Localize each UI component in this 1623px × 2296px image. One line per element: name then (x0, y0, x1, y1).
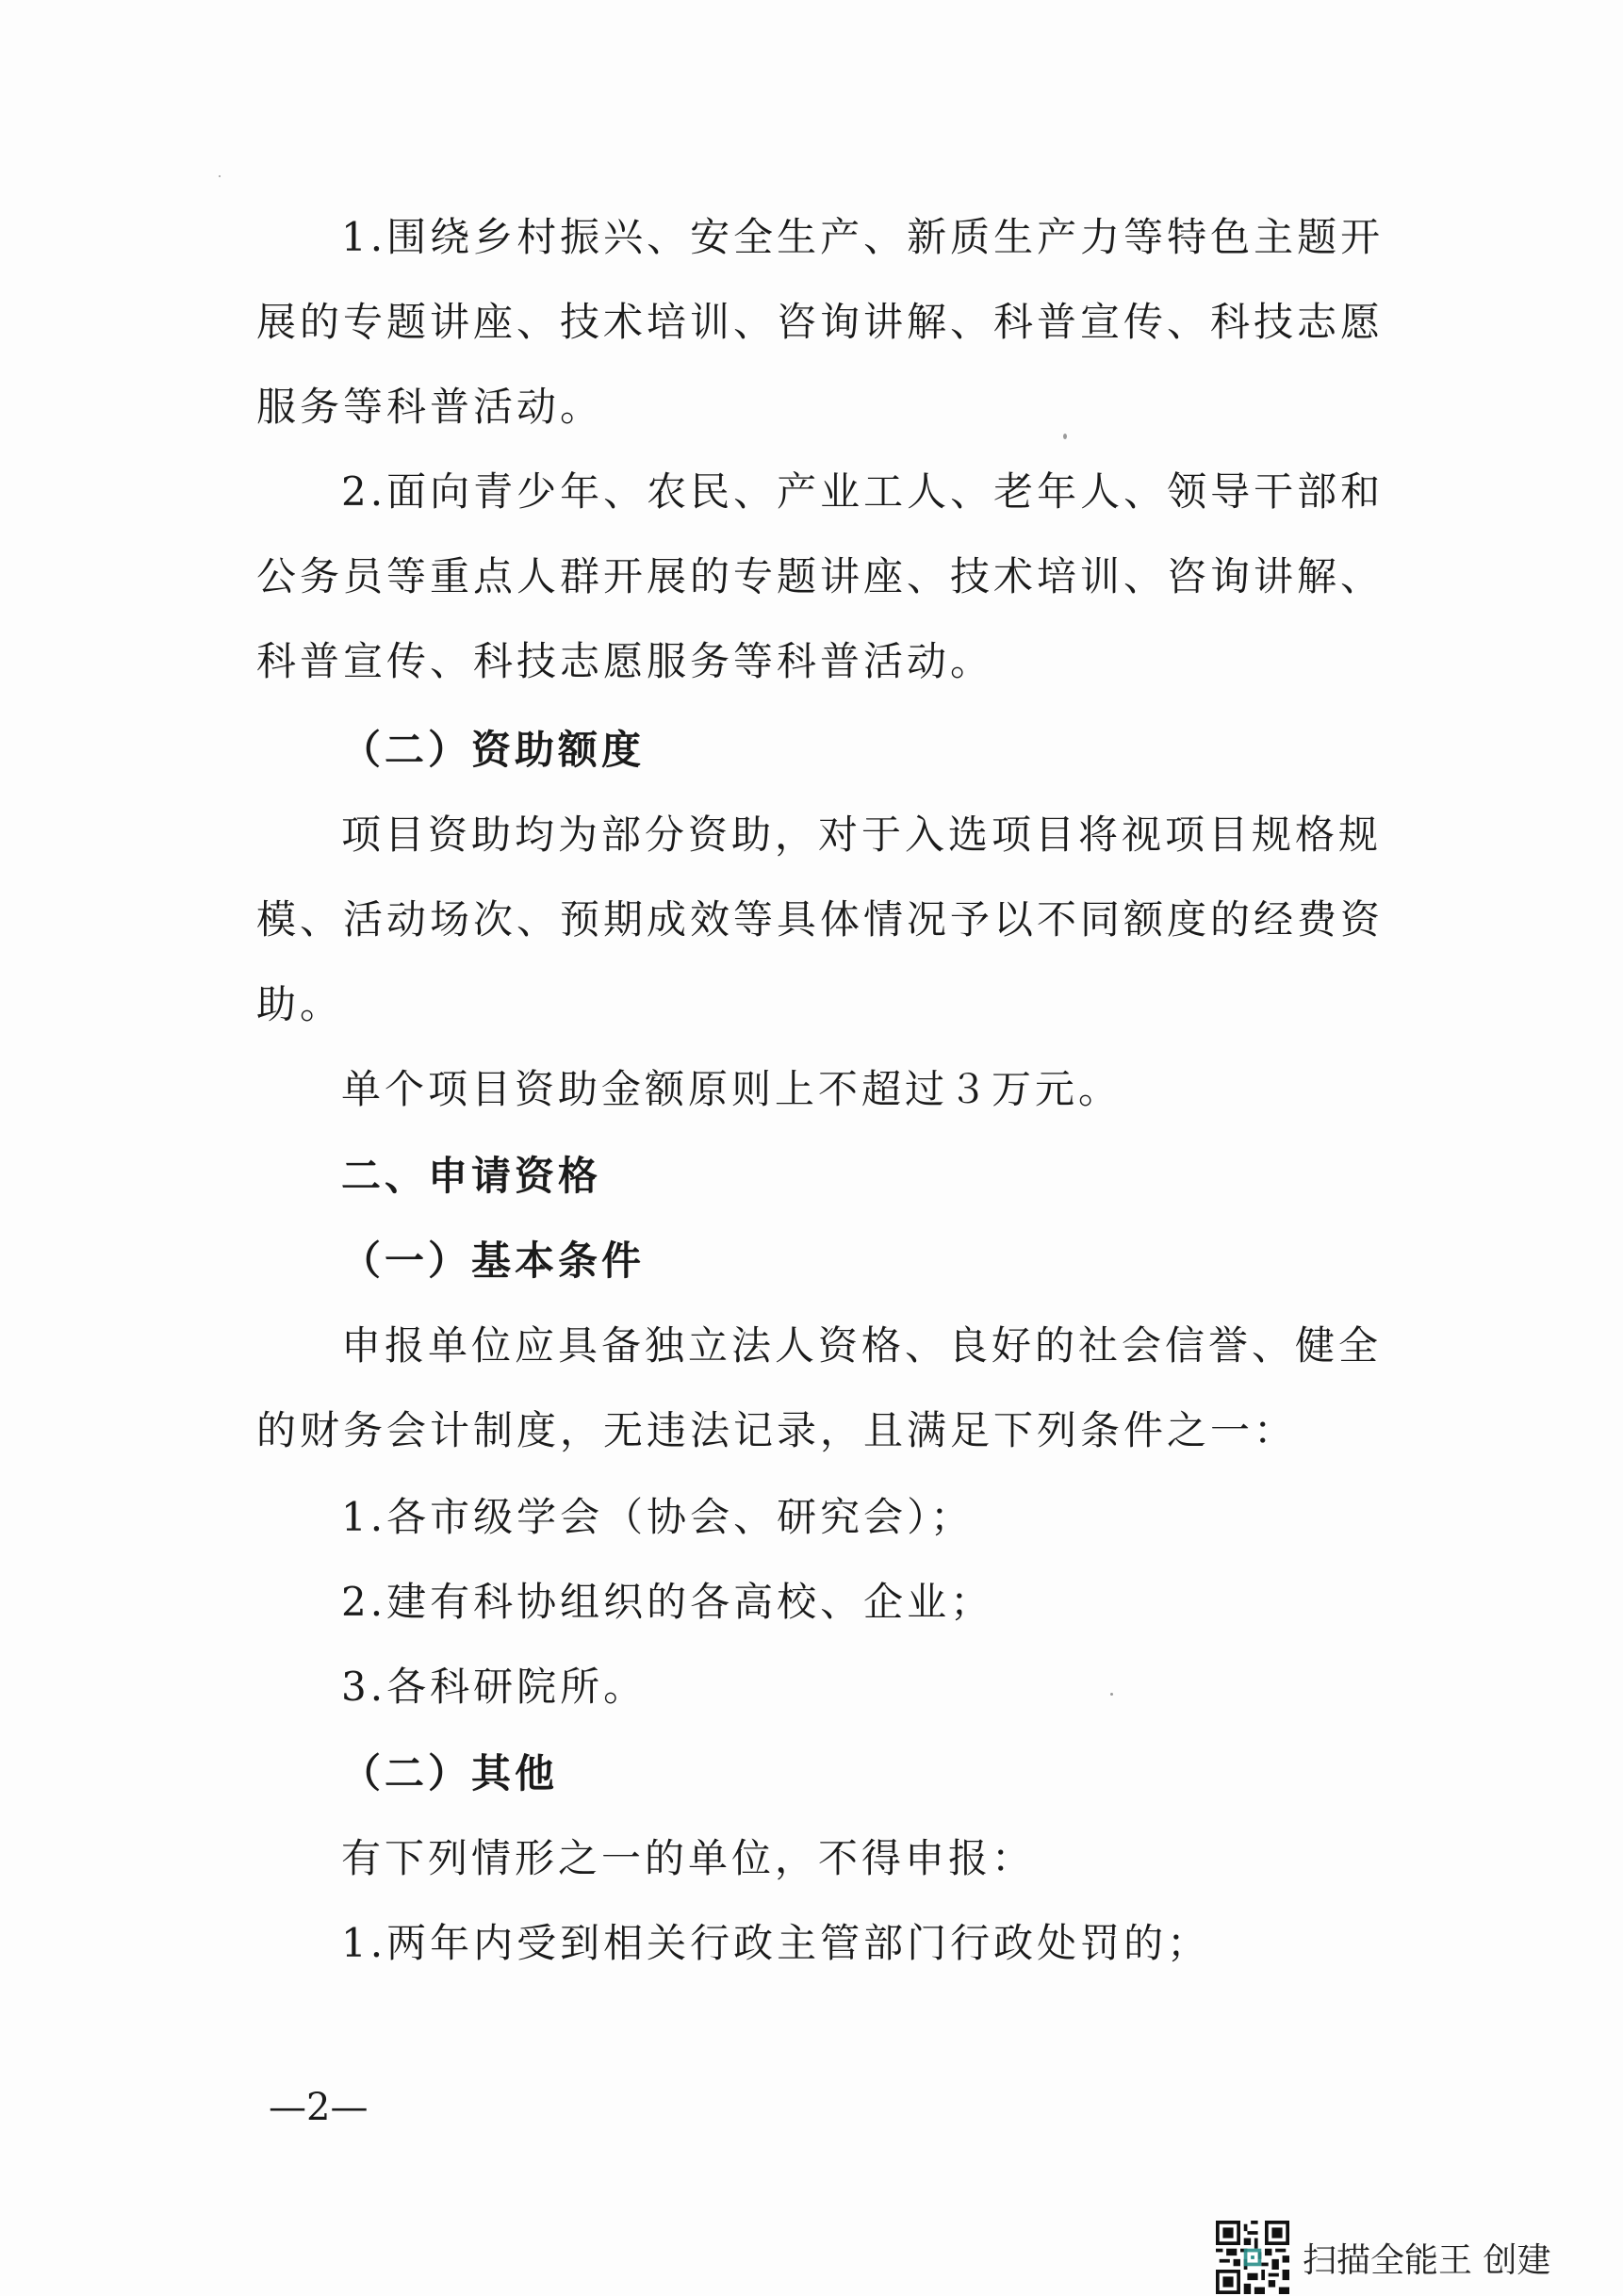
para4: 单个项目资助金额原则上不超过３万元。 (341, 1066, 1123, 1112)
list-item-4: 1.两年内受到相关行政主管部门行政处罚的； (341, 1920, 1211, 1966)
heading-eligibility: 二、申请资格 (341, 1153, 602, 1199)
para2-line1: 2.面向青少年、农民、产业工人、老年人、领导干部和 (341, 468, 1385, 515)
para3-line2: 模、活动场次、预期成效等具体情况予以不同额度的经费资 (256, 896, 1385, 943)
para5-line1: 申报单位应具备独立法人资格、良好的社会信誉、健全 (341, 1322, 1383, 1369)
scan-speck (219, 175, 221, 177)
para6: 有下列情形之一的单位，不得申报： (341, 1835, 1036, 1881)
para1-line3: 服务等科普活动。 (256, 384, 604, 430)
scan-speck (1063, 434, 1067, 439)
scanner-watermark (1216, 2220, 1550, 2295)
heading-other: （二）其他 (341, 1750, 559, 1796)
para3-line1: 项目资助均为部分资助，对于入选项目将视项目规格规 (341, 812, 1383, 858)
para3-line3: 助。 (256, 981, 344, 1027)
list-item-3: 3.各科研院所。 (341, 1664, 648, 1710)
heading-funding: （二）资助额度 (341, 727, 646, 773)
qr-code-icon (1216, 2221, 1289, 2294)
para2-line3: 科普宣传、科技志愿服务等科普活动。 (256, 638, 994, 684)
list-item-2: 2.建有科协组织的各高校、企业； (341, 1579, 994, 1625)
scanner-credit-text: 扫描全能王 创建 (1303, 2240, 1551, 2280)
para5-line2: 的财务会计制度，无违法记录，且满足下列条件之一： (256, 1407, 1298, 1453)
list-item-1: 1.各市级学会（协会、研究会）； (341, 1494, 975, 1540)
scan-speck (1110, 1693, 1113, 1696)
para1-line1: 1.围绕乡村振兴、安全生产、新质生产力等特色主题开 (341, 214, 1385, 260)
para2-line2: 公务员等重点人群开展的专题讲座、技术培训、咨询讲解、 (256, 553, 1385, 599)
heading-basic: （一）基本条件 (341, 1238, 646, 1284)
para1-line2: 展的专题讲座、技术培训、咨询讲解、科普宣传、科技志愿 (256, 299, 1385, 345)
page-number: —2— (269, 2086, 369, 2129)
